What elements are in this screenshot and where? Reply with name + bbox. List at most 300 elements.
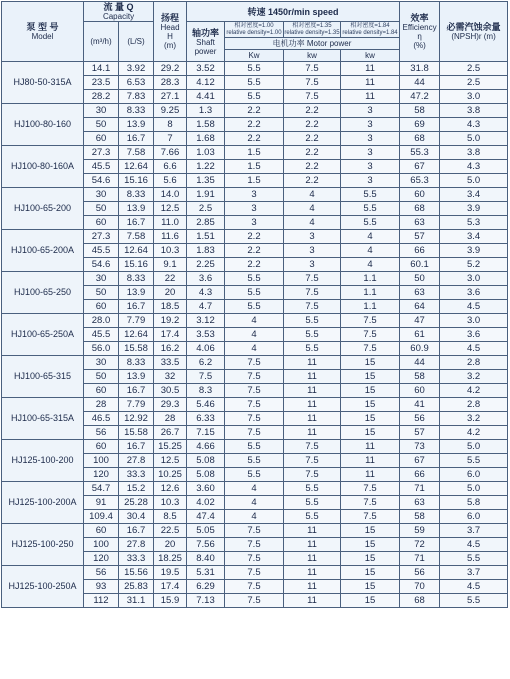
model-header-cn: 泵 型 号: [26, 22, 59, 32]
capacity-ls-cell: 27.8: [119, 538, 154, 552]
efficiency-cell: 57: [400, 426, 440, 440]
shaft-power-cell: 1.3: [187, 104, 225, 118]
head-cell: 15.9: [154, 594, 187, 608]
capacity-m3h-cell: 60: [84, 300, 119, 314]
efficiency-cell: 68: [400, 594, 440, 608]
efficiency-cell: 72: [400, 538, 440, 552]
motor-power-d100-cell: 4: [225, 314, 284, 328]
motor-power-d100-cell: 4: [225, 510, 284, 524]
head-cell: 28.3: [154, 76, 187, 90]
motor-power-d135-cell: 7.5: [284, 454, 341, 468]
capacity-ls-cell: 12.64: [119, 160, 154, 174]
capacity-m3h-cell: 23.5: [84, 76, 119, 90]
motor-power-d100-cell: 7.5: [225, 384, 284, 398]
capacity-m3h-cell: 120: [84, 552, 119, 566]
capacity-m3h-cell: 60: [84, 384, 119, 398]
capacity-header-cn: 流 量 Q: [103, 2, 134, 12]
model-cell: HJ100-65-250: [2, 272, 84, 314]
shaft-power-cell: 4.41: [187, 90, 225, 104]
capacity-m3h-cell: 45.5: [84, 160, 119, 174]
npsh-cell: 5.5: [440, 594, 508, 608]
shaft-power-cell: 5.05: [187, 524, 225, 538]
capacity-ls-cell: 33.3: [119, 552, 154, 566]
shaft-power-cell: 4.3: [187, 286, 225, 300]
header-density-184: 相对密度=1.84 relative density=1.84: [342, 22, 398, 36]
motor-power-d184-cell: 7.5: [341, 328, 400, 342]
motor-power-d135-cell: 11: [284, 594, 341, 608]
motor-power-d184-cell: 15: [341, 552, 400, 566]
capacity-ls-cell: 13.9: [119, 202, 154, 216]
npsh-header-cn: 必需汽蚀余量: [446, 22, 501, 32]
npsh-cell: 3.0: [440, 314, 508, 328]
motor-power-d135-cell: 2.2: [284, 146, 341, 160]
motor-power-d100-cell: 1.5: [225, 174, 284, 188]
efficiency-cell: 60.1: [400, 258, 440, 272]
motor-power-d184-cell: 5.5: [341, 202, 400, 216]
motor-power-d100-cell: 7.5: [225, 580, 284, 594]
efficiency-cell: 58: [400, 104, 440, 118]
motor-power-d135-cell: 2.2: [284, 160, 341, 174]
motor-power-d135-cell: 11: [284, 552, 341, 566]
efficiency-cell: 31.8: [400, 62, 440, 76]
shaft-power-cell: 4.7: [187, 300, 225, 314]
motor-power-d184-cell: 3: [341, 132, 400, 146]
motor-power-d135-cell: 11: [284, 356, 341, 370]
motor-power-d135-cell: 5.5: [284, 342, 341, 356]
capacity-m3h-cell: 27.3: [84, 146, 119, 160]
shaft-power-cell: 1.68: [187, 132, 225, 146]
capacity-ls-cell: 13.9: [119, 118, 154, 132]
npsh-cell: 5.0: [440, 132, 508, 146]
motor-power-d135-cell: 11: [284, 398, 341, 412]
npsh-cell: 3.0: [440, 90, 508, 104]
capacity-m3h-cell: 50: [84, 370, 119, 384]
motor-power-d184-cell: 15: [341, 356, 400, 370]
head-cell: 15.25: [154, 440, 187, 454]
motor-power-d100-cell: 1.5: [225, 160, 284, 174]
motor-power-d135-cell: 7.5: [284, 468, 341, 482]
shaft-power-cell: 4.66: [187, 440, 225, 454]
head-cell: 26.7: [154, 426, 187, 440]
npsh-cell: 3.4: [440, 230, 508, 244]
capacity-ls-cell: 16.7: [119, 440, 154, 454]
efficiency-cell: 65.3: [400, 174, 440, 188]
table-row: [2, 104, 508, 118]
motor-power-d135-cell: 7.5: [284, 286, 341, 300]
efficiency-cell: 55.3: [400, 146, 440, 160]
header-kw-2: kw: [284, 50, 341, 62]
capacity-m3h-cell: 54.7: [84, 482, 119, 496]
shaft-power-cell: 4.02: [187, 496, 225, 510]
efficiency-cell: 68: [400, 132, 440, 146]
shaft-power-cell: 6.29: [187, 580, 225, 594]
table-row: [2, 230, 508, 244]
motor-power-d135-cell: 5.5: [284, 482, 341, 496]
model-cell: HJ100-65-315A: [2, 398, 84, 440]
pump-spec-sheet: [1, 1, 508, 608]
motor-power-d184-cell: 5.5: [341, 188, 400, 202]
efficiency-cell: 71: [400, 552, 440, 566]
motor-power-d135-cell: 7.5: [284, 272, 341, 286]
header-shaft-power: [187, 22, 225, 62]
npsh-cell: 3.2: [440, 370, 508, 384]
head-cell: 27.1: [154, 90, 187, 104]
npsh-cell: 2.8: [440, 356, 508, 370]
capacity-ls-cell: 31.1: [119, 594, 154, 608]
motor-power-d184-cell: 4: [341, 244, 400, 258]
head-cell: 28: [154, 412, 187, 426]
head-cell: 33.5: [154, 356, 187, 370]
efficiency-header-en: Efficiency: [402, 23, 437, 32]
motor-power-d184-cell: 15: [341, 370, 400, 384]
motor-power-d100-cell: 7.5: [225, 370, 284, 384]
shaft-power-cell: 1.58: [187, 118, 225, 132]
motor-power-d100-cell: 5.5: [225, 76, 284, 90]
npsh-cell: 2.5: [440, 62, 508, 76]
motor-power-d184-cell: 15: [341, 594, 400, 608]
table-row: [2, 440, 508, 454]
header-head: [154, 2, 187, 62]
head-cell: 22.5: [154, 524, 187, 538]
motor-power-d100-cell: 7.5: [225, 426, 284, 440]
npsh-cell: 5.5: [440, 454, 508, 468]
motor-power-d135-cell: 11: [284, 412, 341, 426]
shaft-power-cell: 2.85: [187, 216, 225, 230]
motor-power-d184-cell: 7.5: [341, 510, 400, 524]
capacity-ls-cell: 13.9: [119, 370, 154, 384]
npsh-cell: 5.0: [440, 440, 508, 454]
npsh-cell: 3.7: [440, 524, 508, 538]
motor-power-d184-cell: 1.1: [341, 286, 400, 300]
capacity-ls-cell: 7.83: [119, 90, 154, 104]
capacity-ls-cell: 13.9: [119, 286, 154, 300]
npsh-cell: 5.8: [440, 496, 508, 510]
npsh-cell: 2.8: [440, 398, 508, 412]
motor-power-d135-cell: 11: [284, 426, 341, 440]
capacity-m3h-cell: 50: [84, 202, 119, 216]
efficiency-cell: 44: [400, 76, 440, 90]
head-cell: 11.6: [154, 230, 187, 244]
shaft-header-en: Shaft power: [194, 37, 217, 56]
shaft-power-cell: 2.5: [187, 202, 225, 216]
motor-power-d135-cell: 7.5: [284, 90, 341, 104]
motor-power-d184-cell: 11: [341, 62, 400, 76]
shaft-power-cell: 4.06: [187, 342, 225, 356]
efficiency-cell: 58: [400, 370, 440, 384]
capacity-ls-cell: 8.33: [119, 188, 154, 202]
model-cell: HJ125-100-200A: [2, 482, 84, 524]
head-cell: 10.3: [154, 244, 187, 258]
motor-power-d184-cell: 11: [341, 454, 400, 468]
head-cell: 18.5: [154, 300, 187, 314]
capacity-m3h-cell: 54.6: [84, 258, 119, 272]
efficiency-cell: 63: [400, 286, 440, 300]
efficiency-cell: 63: [400, 216, 440, 230]
capacity-ls-cell: 15.58: [119, 342, 154, 356]
table-row: [2, 188, 508, 202]
motor-power-d100-cell: 5.5: [225, 90, 284, 104]
shaft-power-cell: 1.22: [187, 160, 225, 174]
capacity-m3h-cell: 93: [84, 580, 119, 594]
motor-power-d100-cell: 4: [225, 328, 284, 342]
motor-power-d135-cell: 7.5: [284, 62, 341, 76]
shaft-power-cell: 7.56: [187, 538, 225, 552]
motor-power-d184-cell: 15: [341, 384, 400, 398]
capacity-m3h-cell: 27.3: [84, 230, 119, 244]
capacity-ls-cell: 15.16: [119, 258, 154, 272]
npsh-cell: 5.0: [440, 482, 508, 496]
header-model: [2, 2, 84, 62]
motor-power-d135-cell: 4: [284, 216, 341, 230]
header-kw-1: Kw: [225, 50, 284, 62]
capacity-m3h-cell: 30: [84, 356, 119, 370]
npsh-cell: 3.4: [440, 188, 508, 202]
npsh-cell: 3.2: [440, 412, 508, 426]
table-body: [2, 62, 508, 608]
capacity-m3h-cell: 100: [84, 538, 119, 552]
motor-power-d135-cell: 7.5: [284, 76, 341, 90]
capacity-ls-cell: 7.58: [119, 146, 154, 160]
motor-power-d184-cell: 15: [341, 580, 400, 594]
head-cell: 9.1: [154, 258, 187, 272]
motor-power-d135-cell: 2.2: [284, 132, 341, 146]
shaft-power-cell: 3.6: [187, 272, 225, 286]
capacity-m3h-cell: 120: [84, 468, 119, 482]
motor-power-d100-cell: 7.5: [225, 538, 284, 552]
table-row: [2, 524, 508, 538]
efficiency-cell: 41: [400, 398, 440, 412]
motor-power-d184-cell: 15: [341, 538, 400, 552]
efficiency-cell: 47.2: [400, 90, 440, 104]
efficiency-cell: 64: [400, 300, 440, 314]
capacity-m3h-cell: 60: [84, 440, 119, 454]
efficiency-cell: 50: [400, 272, 440, 286]
motor-power-d184-cell: 7.5: [341, 342, 400, 356]
npsh-cell: 2.5: [440, 76, 508, 90]
efficiency-cell: 71: [400, 482, 440, 496]
capacity-ls-cell: 12.64: [119, 328, 154, 342]
shaft-power-cell: 7.15: [187, 426, 225, 440]
header-density-100: 相对密度=1.00 relative density=1.00: [226, 22, 282, 36]
capacity-ls-cell: 16.7: [119, 384, 154, 398]
capacity-m3h-cell: 14.1: [84, 62, 119, 76]
efficiency-cell: 67: [400, 454, 440, 468]
shaft-power-cell: 3.60: [187, 482, 225, 496]
pump-performance-table: [1, 1, 508, 608]
head-header-en: Head: [160, 23, 180, 32]
motor-power-d100-cell: 4: [225, 482, 284, 496]
speed-header: 转速 1450r/min speed: [247, 6, 339, 17]
motor-power-d100-cell: 5.5: [225, 468, 284, 482]
motor-power-d184-cell: 4: [341, 258, 400, 272]
head-cell: 29.3: [154, 398, 187, 412]
head-cell: 29.2: [154, 62, 187, 76]
motor-power-d100-cell: 5.5: [225, 440, 284, 454]
shaft-power-cell: 3.12: [187, 314, 225, 328]
model-cell: HJ125-100-200: [2, 440, 84, 482]
motor-power-d100-cell: 7.5: [225, 412, 284, 426]
npsh-cell: 5.5: [440, 552, 508, 566]
shaft-power-cell: 7.13: [187, 594, 225, 608]
efficiency-cell: 60: [400, 384, 440, 398]
capacity-m3h-cell: 28.0: [84, 314, 119, 328]
motor-power-d184-cell: 15: [341, 398, 400, 412]
model-cell: HJ100-65-200: [2, 188, 84, 230]
motor-power-d184-cell: 7.5: [341, 314, 400, 328]
capacity-ls-cell: 12.64: [119, 244, 154, 258]
efficiency-header-cn: 效率: [410, 13, 429, 23]
header-motor-power: 电机功率 Motor power: [225, 38, 400, 50]
shaft-power-cell: 5.08: [187, 454, 225, 468]
shaft-power-cell: 3.52: [187, 62, 225, 76]
capacity-ls-cell: 7.58: [119, 230, 154, 244]
shaft-power-cell: 1.91: [187, 188, 225, 202]
capacity-m3h-cell: 30: [84, 272, 119, 286]
head-cell: 6.6: [154, 160, 187, 174]
head-cell: 11.0: [154, 216, 187, 230]
motor-power-d100-cell: 7.5: [225, 398, 284, 412]
head-cell: 8: [154, 118, 187, 132]
model-cell: HJ80-50-315A: [2, 62, 84, 104]
head-cell: 5.6: [154, 174, 187, 188]
header-unit-ls: (L/S): [119, 22, 154, 62]
npsh-cell: 5.2: [440, 258, 508, 272]
motor-power-d184-cell: 1.1: [341, 300, 400, 314]
head-cell: 32: [154, 370, 187, 384]
npsh-cell: 4.2: [440, 384, 508, 398]
table-row: [2, 356, 508, 370]
motor-power-d100-cell: 2.2: [225, 132, 284, 146]
shaft-power-cell: 1.03: [187, 146, 225, 160]
npsh-cell: 5.3: [440, 216, 508, 230]
capacity-ls-cell: 30.4: [119, 510, 154, 524]
capacity-ls-cell: 15.16: [119, 174, 154, 188]
capacity-m3h-cell: 45.5: [84, 328, 119, 342]
motor-power-d135-cell: 5.5: [284, 496, 341, 510]
capacity-m3h-cell: 60: [84, 216, 119, 230]
motor-power-d135-cell: 4: [284, 188, 341, 202]
capacity-ls-cell: 6.53: [119, 76, 154, 90]
motor-power-d100-cell: 2.2: [225, 104, 284, 118]
capacity-ls-cell: 16.7: [119, 216, 154, 230]
efficiency-cell: 56: [400, 566, 440, 580]
efficiency-cell: 57: [400, 230, 440, 244]
table-row: [2, 398, 508, 412]
motor-power-d184-cell: 3: [341, 174, 400, 188]
head-cell: 12.6: [154, 482, 187, 496]
capacity-m3h-cell: 56: [84, 426, 119, 440]
head-cell: 12.5: [154, 202, 187, 216]
capacity-m3h-cell: 56.0: [84, 342, 119, 356]
model-header-en: Model: [31, 32, 54, 41]
npsh-cell: 5.0: [440, 174, 508, 188]
efficiency-cell: 47: [400, 314, 440, 328]
head-cell: 16.2: [154, 342, 187, 356]
motor-power-d100-cell: 5.5: [225, 300, 284, 314]
efficiency-cell: 66: [400, 244, 440, 258]
npsh-cell: 4.5: [440, 300, 508, 314]
capacity-ls-cell: 16.7: [119, 524, 154, 538]
head-cell: 12.5: [154, 454, 187, 468]
table-row: [2, 62, 508, 76]
capacity-ls-cell: 16.7: [119, 300, 154, 314]
capacity-ls-cell: 25.83: [119, 580, 154, 594]
head-cell: 8.5: [154, 510, 187, 524]
capacity-m3h-cell: 45.5: [84, 244, 119, 258]
motor-power-d100-cell: 5.5: [225, 272, 284, 286]
efficiency-cell: 60.9: [400, 342, 440, 356]
npsh-cell: 3.9: [440, 244, 508, 258]
npsh-cell: 3.9: [440, 202, 508, 216]
npsh-cell: 3.8: [440, 104, 508, 118]
shaft-power-cell: 1.83: [187, 244, 225, 258]
capacity-m3h-cell: 30: [84, 104, 119, 118]
motor-power-d184-cell: 3: [341, 118, 400, 132]
motor-power-d184-cell: 7.5: [341, 482, 400, 496]
header-density-135: 相对密度=1.35 relative density=1.35: [284, 22, 340, 36]
head-cell: 10.25: [154, 468, 187, 482]
motor-power-d184-cell: 11: [341, 90, 400, 104]
model-cell: HJ100-65-250A: [2, 314, 84, 356]
motor-power-d184-cell: 7.5: [341, 496, 400, 510]
motor-power-d184-cell: 11: [341, 440, 400, 454]
motor-power-d100-cell: 3: [225, 202, 284, 216]
efficiency-cell: 66: [400, 468, 440, 482]
motor-power-d184-cell: 15: [341, 426, 400, 440]
model-cell: HJ100-80-160A: [2, 146, 84, 188]
motor-power-d135-cell: 2.2: [284, 104, 341, 118]
motor-power-d184-cell: 4: [341, 230, 400, 244]
shaft-power-cell: 2.25: [187, 258, 225, 272]
capacity-ls-cell: 15.56: [119, 566, 154, 580]
motor-power-d100-cell: 5.5: [225, 286, 284, 300]
head-cell: 22: [154, 272, 187, 286]
table-row: [2, 482, 508, 496]
npsh-cell: 4.3: [440, 118, 508, 132]
motor-power-d100-cell: 3: [225, 188, 284, 202]
shaft-power-cell: 1.51: [187, 230, 225, 244]
head-cell: 7.66: [154, 146, 187, 160]
capacity-ls-cell: 8.33: [119, 356, 154, 370]
capacity-m3h-cell: 28: [84, 398, 119, 412]
motor-power-d135-cell: 11: [284, 370, 341, 384]
motor-power-d184-cell: 15: [341, 566, 400, 580]
npsh-cell: 6.0: [440, 510, 508, 524]
motor-power-d184-cell: 3: [341, 160, 400, 174]
motor-power-d100-cell: 2.2: [225, 230, 284, 244]
shaft-power-cell: 8.3: [187, 384, 225, 398]
motor-power-d135-cell: 5.5: [284, 510, 341, 524]
header-efficiency: [400, 2, 440, 62]
motor-power-d135-cell: 11: [284, 524, 341, 538]
head-cell: 30.5: [154, 384, 187, 398]
capacity-header-en: Capacity: [102, 12, 135, 21]
table-header: [2, 2, 508, 62]
efficiency-cell: 44: [400, 356, 440, 370]
npsh-cell: 3.6: [440, 286, 508, 300]
capacity-ls-cell: 3.92: [119, 62, 154, 76]
head-cell: 19.2: [154, 314, 187, 328]
motor-power-d100-cell: 7.5: [225, 566, 284, 580]
model-cell: HJ100-65-315: [2, 356, 84, 398]
motor-power-d135-cell: 2.2: [284, 118, 341, 132]
npsh-cell: 4.5: [440, 580, 508, 594]
head-cell: 9.25: [154, 104, 187, 118]
motor-power-d184-cell: 1.1: [341, 272, 400, 286]
table-row: [2, 272, 508, 286]
motor-power-d184-cell: 3: [341, 146, 400, 160]
capacity-ls-cell: 16.7: [119, 132, 154, 146]
